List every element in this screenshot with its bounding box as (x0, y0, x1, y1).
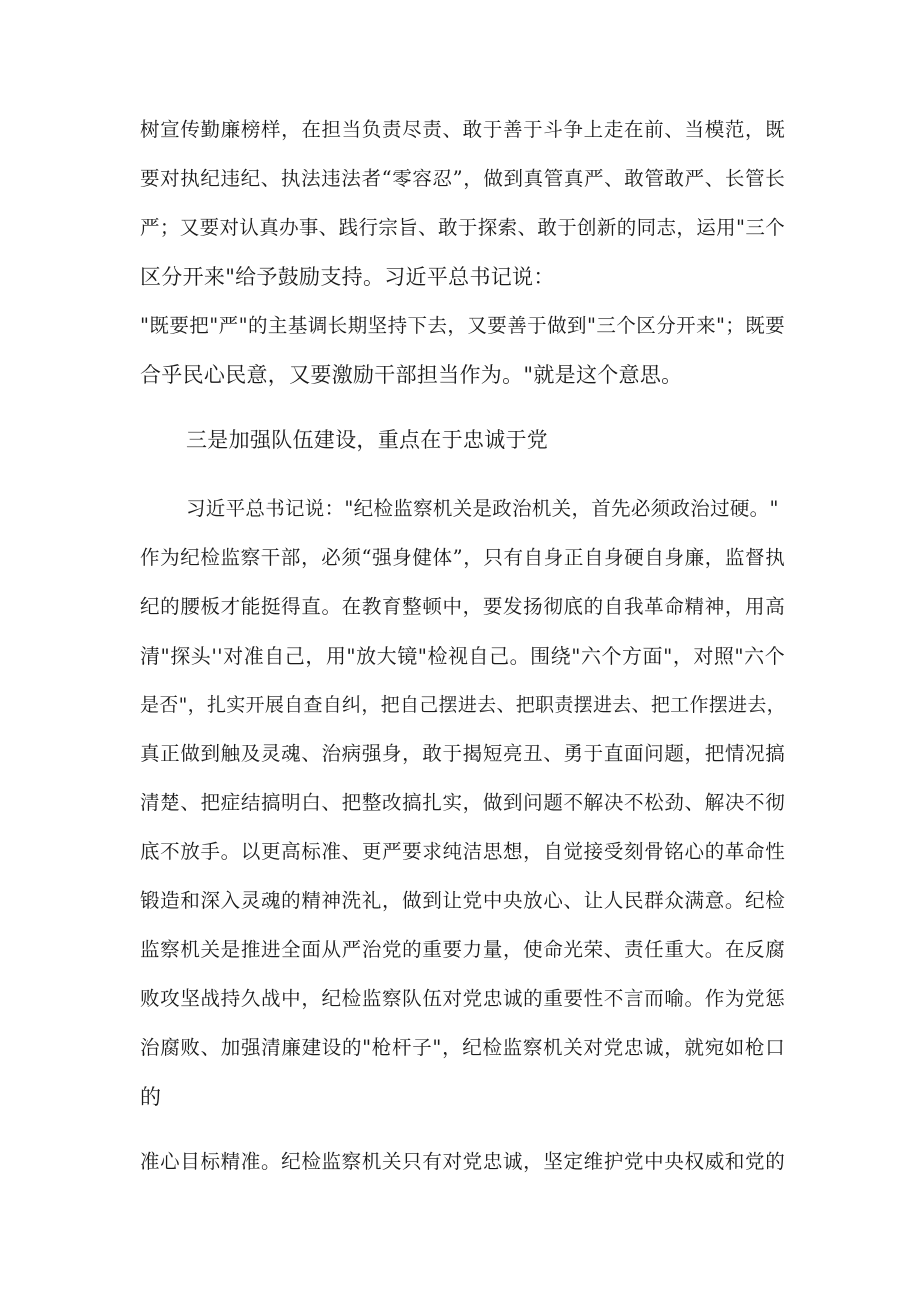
paragraph-line: 树宣传勤廉榜样，在担当负责尽责、敢于善于斗争上走在前、当模范，既 (140, 118, 785, 141)
paragraph-line: 锻造和深入灵魂的精神洗礼，做到让党中央放心、让人民群众满意。纪检 (140, 889, 785, 912)
paragraph-line: 清楚、把症结搞明白、把整改搞扎实，做到问题不解决不松劲、解决不彻 (140, 791, 785, 814)
paragraph-line: 严；又要对认真办事、践行宗旨、敢于探索、敢于创新的同志，运用"三个 (140, 216, 785, 239)
paragraph-line: 治腐败、加强清廉建设的"枪杆子"，纪检监察机关对党忠诚，就宛如枪口 (140, 1036, 785, 1059)
paragraph-line: 败攻坚战持久战中，纪检监察队伍对党忠诚的重要性不言而喻。作为党惩 (140, 987, 785, 1010)
paragraph-line: 底不放手。以更高标准、更严要求纯洁思想，自觉接受刻骨铭心的革命性 (140, 840, 785, 863)
paragraph-line: 清"探头''对准自己，用"放大镜"检视自己。围绕"六个方面"，对照"六个 (140, 644, 785, 668)
paragraph-line: 准心目标精准。纪检监察机关只有对党忠诚，坚定维护党中央权威和党的 (140, 1150, 785, 1173)
paragraph-line: 区分开来"给予鼓励支持。习近平总书记说： (140, 265, 555, 289)
paragraph-line: 要对执纪违纪、执法违法者“零容忍”，做到真管真严、敢管敢严、长管长 (140, 167, 785, 190)
paragraph-line: 纪的腰板才能挺得直。在教育整顿中，要发扬彻底的自我革命精神，用高 (140, 595, 785, 618)
paragraph-line: 合乎民心民意，又要激励干部担当作为。"就是这个意思。 (140, 363, 683, 387)
section-heading: 三是加强队伍建设，重点在于忠诚于党 (186, 428, 549, 452)
paragraph-line: 是否"，扎实开展自查自纠，把自己摆进去、把职责摆进去、把工作摆进去， (140, 694, 786, 716)
paragraph-line: 真正做到触及灵魂、治病强身，敢于揭短亮丑、勇于直面问题，把情况搞 (140, 742, 785, 765)
paragraph-line: 监察机关是推进全面从严治党的重要力量，使命光荣、责任重大。在反腐 (140, 938, 785, 961)
paragraph-line: "既要把"严"的主基调长期坚持下去，又要善于做到"三个区分开来"；既要 (140, 314, 785, 337)
paragraph-line: 的 (140, 1085, 162, 1109)
paragraph-line: 作为纪检监察干部，必须“强身健体”，只有自身正自身硬自身廉，监督执 (140, 546, 785, 569)
paragraph-line: 习近平总书记说："纪检监察机关是政治机关，首先必须政治过硬。" (186, 497, 779, 520)
